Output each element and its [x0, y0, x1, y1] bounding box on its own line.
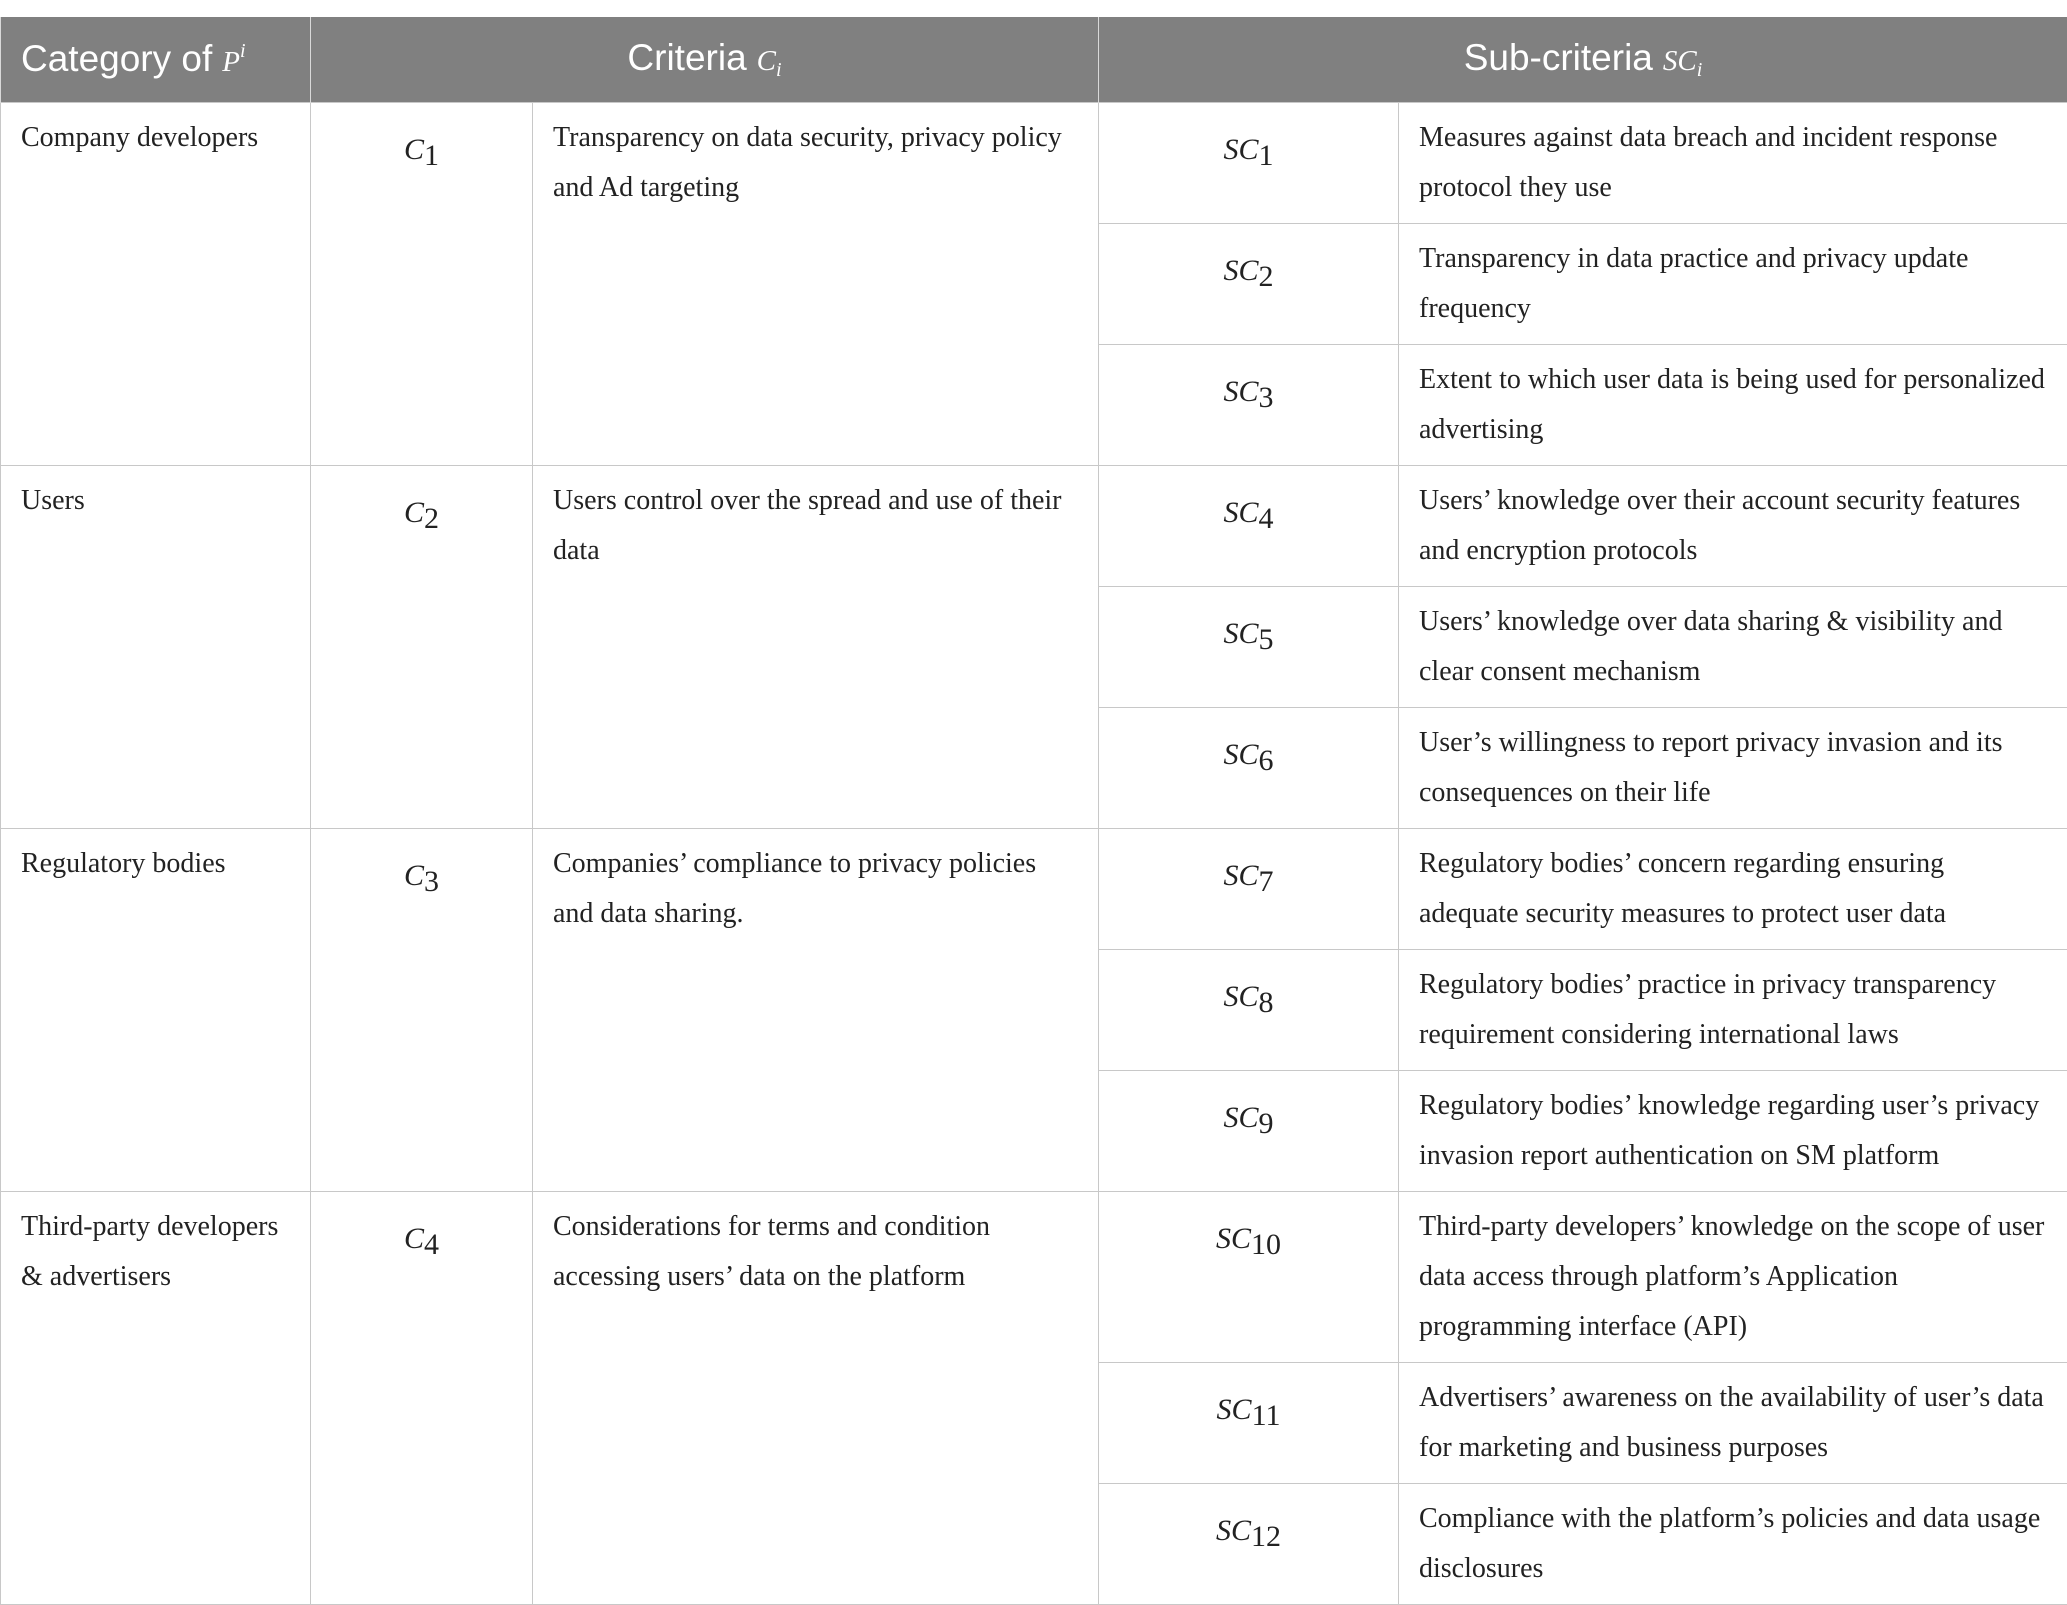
subcriterion-text-cell: Compliance with the platform’s policies and data usage disclosures	[1399, 1483, 2067, 1604]
header-subcriteria-symbol: $SC_i$	[1663, 45, 1702, 77]
category-cell: Regulatory bodies	[1, 828, 311, 1191]
category-cell: Users	[1, 465, 311, 828]
subcriterion-symbol-cell: SC7	[1099, 828, 1399, 949]
subcriterion-symbol-cell: SC11	[1099, 1362, 1399, 1483]
criterion-text-cell: Companies’ compliance to privacy policies and data sharing.	[533, 828, 1099, 1191]
table-row	[1, 1191, 2067, 1362]
category-cell: Company developers	[1, 102, 311, 465]
header-row	[1, 17, 2067, 102]
criterion-symbol-cell: C2	[311, 465, 533, 828]
table-row	[1, 465, 2067, 586]
criteria-table	[0, 17, 2067, 1605]
subcriterion-text-cell: Users’ knowledge over their account security features and encryption protocols	[1399, 465, 2067, 586]
subcriterion-symbol-cell: SC12	[1099, 1483, 1399, 1604]
subcriterion-text-cell: Transparency in data practice and privacy update frequency	[1399, 223, 2067, 344]
subcriterion-symbol-cell: SC6	[1099, 707, 1399, 828]
subcriterion-text-cell: Regulatory bodies’ concern regarding ensuring adequate security measures to protect user data	[1399, 828, 2067, 949]
criterion-text-cell: Transparency on data security, privacy policy and Ad targeting	[533, 102, 1099, 465]
subcriterion-text-cell: Measures against data breach and incident response protocol they use	[1399, 102, 2067, 223]
header-criteria-label: Criteria	[627, 37, 746, 78]
header-category-label: Category of	[21, 38, 212, 79]
header-criteria	[311, 17, 1099, 102]
category-cell: Third-party developers & advertisers	[1, 1191, 311, 1604]
subcriterion-text-cell: Third-party developers’ knowledge on the scope of user data access through platform’s Application programming interface (API)	[1399, 1191, 2067, 1362]
criterion-symbol-cell: C1	[311, 102, 533, 465]
subcriterion-text-cell: Extent to which user data is being used for personalized advertising	[1399, 344, 2067, 465]
header-category-symbol: $P^i$	[222, 46, 245, 78]
subcriterion-symbol-cell: SC4	[1099, 465, 1399, 586]
subcriterion-symbol-cell: SC5	[1099, 586, 1399, 707]
subcriterion-text-cell: User’s willingness to report privacy invasion and its consequences on their life	[1399, 707, 2067, 828]
subcriterion-text-cell: Regulatory bodies’ knowledge regarding user’s privacy invasion report authentication on SM platform	[1399, 1070, 2067, 1191]
criterion-text-cell: Users control over the spread and use of their data	[533, 465, 1099, 828]
table-row	[1, 102, 2067, 223]
subcriterion-symbol-cell: SC10	[1099, 1191, 1399, 1362]
header-subcriteria	[1099, 17, 2067, 102]
header-category	[1, 17, 311, 102]
criterion-symbol-cell: C3	[311, 828, 533, 1191]
criterion-symbol-cell: C4	[311, 1191, 533, 1604]
subcriterion-text-cell: Advertisers’ awareness on the availability of user’s data for marketing and business purposes	[1399, 1362, 2067, 1483]
table-row	[1, 828, 2067, 949]
header-subcriteria-label: Sub-criteria	[1464, 37, 1653, 78]
subcriterion-symbol-cell: SC3	[1099, 344, 1399, 465]
subcriterion-symbol-cell: SC1	[1099, 102, 1399, 223]
subcriterion-text-cell: Regulatory bodies’ practice in privacy transparency requirement considering international laws	[1399, 949, 2067, 1070]
subcriterion-symbol-cell: SC2	[1099, 223, 1399, 344]
subcriterion-symbol-cell: SC9	[1099, 1070, 1399, 1191]
subcriterion-symbol-cell: SC8	[1099, 949, 1399, 1070]
criterion-text-cell: Considerations for terms and condition accessing users’ data on the platform	[533, 1191, 1099, 1604]
subcriterion-text-cell: Users’ knowledge over data sharing & visibility and clear consent mechanism	[1399, 586, 2067, 707]
header-criteria-symbol: $C_i$	[757, 45, 782, 77]
